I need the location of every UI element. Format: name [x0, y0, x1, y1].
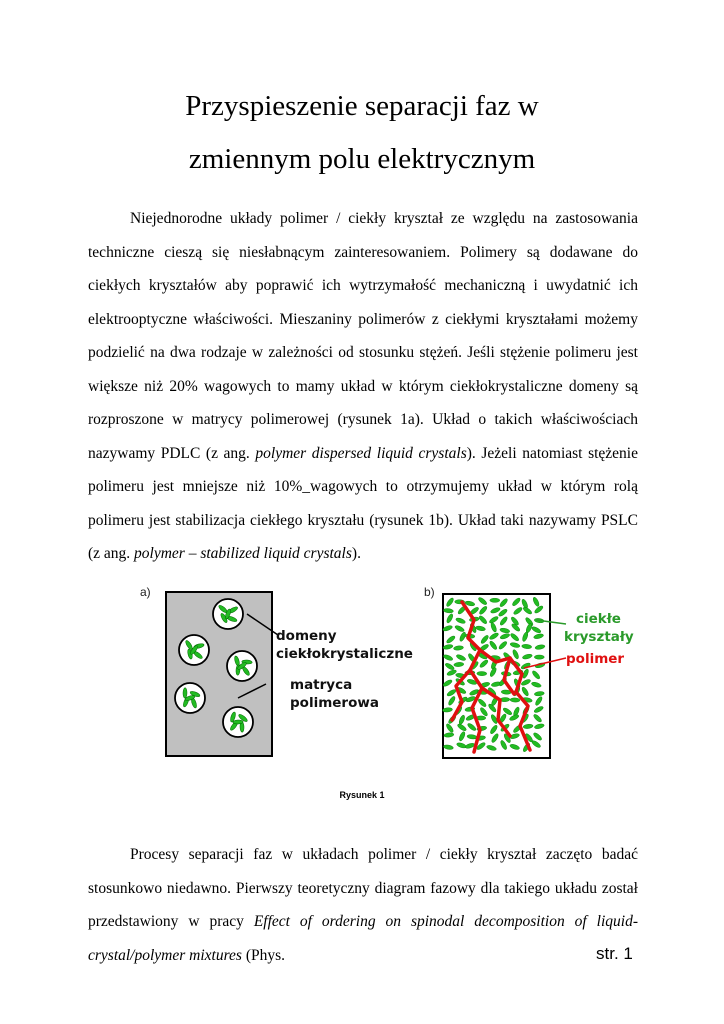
page-number: str. 1 — [596, 944, 633, 963]
lc-molecule — [534, 655, 544, 659]
label-lc-2: kryształy — [564, 629, 634, 645]
figure-b-label: b) — [424, 585, 435, 599]
paragraph-history — [88, 838, 638, 972]
label-polymer: polimer — [566, 651, 625, 667]
figure-a-pdlc — [150, 590, 413, 770]
para2-segment-2: (Phys. — [241, 946, 286, 964]
lc-molecule — [183, 688, 187, 698]
figure-b-pslc — [440, 590, 640, 770]
para1-segment-3: polymer – stabilized liquid crystals — [134, 545, 352, 562]
para1-segment-2: ). Jeżeli natomiast stężenie polimeru jest mniejsze niż 10%_wagowych to otrzymujemy układ w którym rolą polimeru jest stabilizacja ciekłego kryształu (rysunek 1b). Układ taki nazywamy PSLC (z ang. — [88, 444, 638, 562]
para2-segment-1: Effect of ordering on spinodal decomposition of liquid-crystal/polymer mixtures — [88, 913, 638, 964]
label-domains-2: ciekłokrystaliczne — [276, 646, 413, 662]
label-domains-1: domeny — [276, 628, 337, 644]
paragraph-intro — [88, 202, 638, 571]
title-line-2: zmiennym polu elektrycznym — [188, 143, 536, 175]
title-line-1: Przyspieszenie separacji faz w — [185, 90, 539, 122]
para2-segment-0: Procesy separacji faz w układach polimer / ciekły kryształ zaczęto badać stosunkowo niedawno. Pierwszy teoretyczny diagram fazowy dla takiego układu został przedstawiony w pracy — [88, 846, 638, 930]
lc-molecule — [510, 698, 520, 703]
para1-segment-1: polymer dispersed liquid crystals — [255, 444, 467, 462]
figure-a-label: a) — [140, 585, 151, 599]
lc-molecule — [233, 720, 244, 724]
label-matrix-1: matryca — [290, 677, 353, 693]
figure-caption: Rysunek 1 — [339, 790, 385, 800]
label-matrix-2: polimerowa — [290, 695, 379, 711]
lc-molecule — [490, 598, 500, 602]
label-lc-1: ciekłe — [576, 611, 621, 627]
para1-segment-4: ). — [351, 545, 361, 562]
lc-molecule — [477, 671, 487, 675]
para1-segment-0: Niejednorodne układy polimer / ciekły kryształ ze względu na zastosowania techniczne cieszą się niesłabnącym zainteresowaniem. Polimery są dodawane do ciekłych kryształów aby poprawić ich wytrzymałość mechaniczną i uwydatnić ich elektrooptyczne właściwości. Mieszaniny polimerów z ciekłymi kryształami możemy podzielić na dwa rodzaje w zależności od stosunku stężeń. Jeśli stężenie polimeru jest większe niż 20% wagowych to mamy układ w którym ciekłokrystaliczne domeny są rozproszone w matrycy polimerowej (rysunek 1a). Układ o takich właściwościach nazywamy PDLC (z ang. — [88, 210, 638, 462]
